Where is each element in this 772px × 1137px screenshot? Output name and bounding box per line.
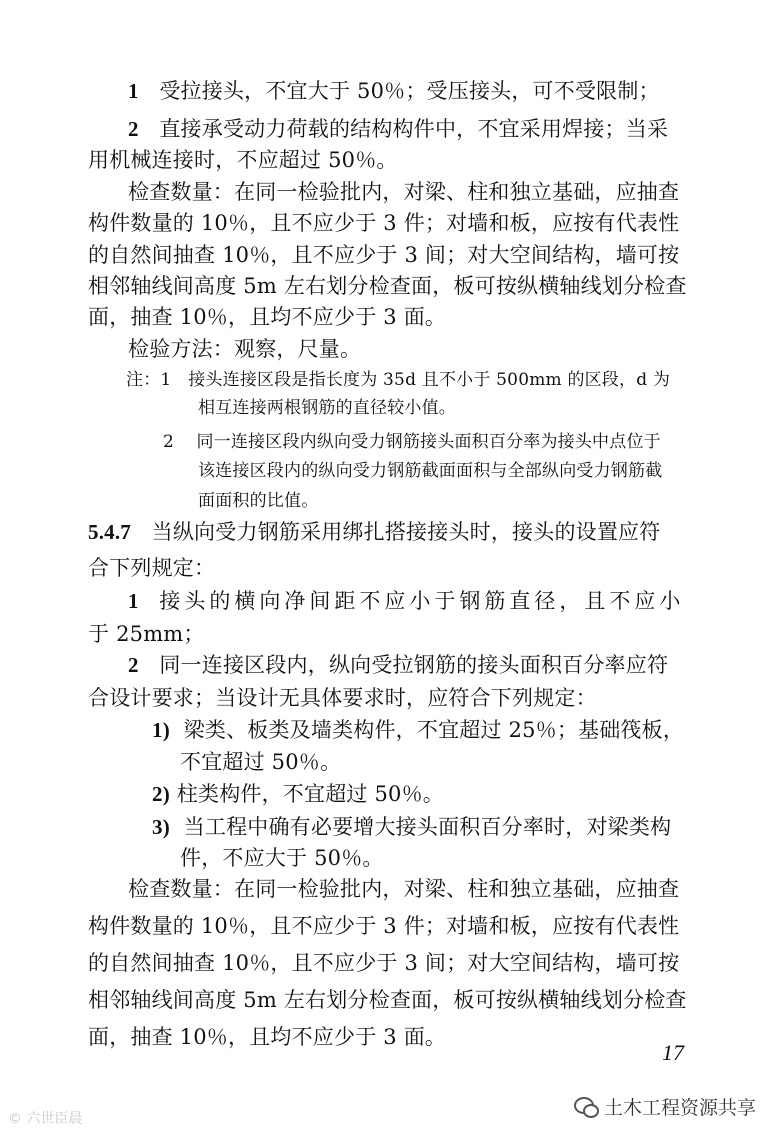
item-text: 受拉接头，不宜大于 50％；受压接头，可不受限制；: [159, 79, 660, 103]
item-text: 同一连接区段内，纵向受拉钢筋的接头面积百分率应符: [159, 653, 669, 677]
note-text: 接头连接区段是指长度为 35d 且不小于 500mm 的区段，d 为: [188, 370, 671, 390]
sub-item-text: 梁类、板类及墙类构件，不宜超过 25％；基础筏板，: [183, 718, 685, 742]
sub-item-number: 1): [152, 718, 170, 742]
note-text: 同一连接区段内纵向受力钢筋接头面积百分率为接头中点位于: [196, 432, 661, 452]
watermark-left: © 六世臣晨: [8, 1111, 83, 1127]
sub-item-text: 柱类构件，不宜超过 50％。: [176, 782, 444, 806]
list-item: [128, 586, 684, 616]
text-line: 相邻轴线间高度 5m 左右划分检查面，板可按纵横轴线划分检查: [88, 274, 687, 298]
sub-list-item: [152, 779, 444, 809]
text-line: 合设计要求；当设计无具体要求时，应符合下列规定：: [88, 686, 597, 710]
text-line: 的自然间抽查 10％，且不应少于 3 间；对大空间结构，墙可按: [88, 951, 680, 975]
note-text-line: 该连接区段内的纵向受力钢筋截面面积与全部纵向受力钢筋截: [198, 461, 663, 481]
text-line: 检验方法：观察，尺量。: [128, 337, 362, 361]
sub-list-item: [152, 715, 684, 745]
list-item: [128, 114, 668, 144]
sub-item-number: 3): [152, 815, 170, 839]
text-line: 合下列规定：: [88, 556, 216, 580]
text-line: 不宜超过 50％。: [180, 750, 342, 774]
item-number: 1: [128, 589, 139, 613]
text-line: 检查数量：在同一检验批内，对梁、柱和独立基础，应抽查: [128, 877, 680, 901]
list-item: [128, 76, 660, 106]
text-line: 面，抽查 10％，且均不应少于 3 面。: [88, 305, 447, 329]
text-line: 的自然间抽查 10％，且不应少于 3 间；对大空间结构，墙可按: [88, 243, 680, 267]
item-text: 直接承受动力荷载的结构构件中，不宜采用焊接；当采: [159, 117, 669, 141]
text-line: 检查数量：在同一检验批内，对梁、柱和独立基础，应抽查: [128, 180, 680, 204]
item-number: 2: [128, 117, 139, 141]
text-line: 于 25mm；: [88, 622, 205, 646]
item-number: 2: [128, 653, 139, 677]
note-text-line: 面面积的比值。: [198, 491, 319, 511]
note-number: 2: [163, 432, 175, 452]
note-label: 注：1: [126, 370, 172, 390]
text-line: 构件数量的 10％，且不应少于 3 件；对墙和板，应按有代表性: [88, 211, 680, 235]
watermark-text: 土木工程资源共享: [603, 1097, 756, 1119]
list-item: [128, 650, 668, 680]
section-number: 5.4.7: [88, 520, 131, 544]
text-line: 用机械连接时，不应超过 50％。: [88, 148, 398, 172]
sub-list-item: [152, 812, 671, 842]
text-line: 件，不应大于 50％。: [180, 846, 384, 870]
text-line: 构件数量的 10％，且不应少于 3 件；对墙和板，应按有代表性: [88, 914, 680, 938]
section-text: 当纵向受力钢筋采用绑扎搭接接头时，接头的设置应符: [151, 520, 661, 544]
text-line: 面，抽查 10％，且均不应少于 3 面。: [88, 1025, 447, 1049]
section-heading-line: [88, 517, 660, 547]
note-item: [163, 429, 661, 455]
sub-item-number: 2): [152, 782, 170, 806]
note-item: [126, 367, 670, 393]
page-number: 17: [662, 1040, 684, 1065]
sub-item-text: 当工程中确有必要增大接头面积百分率时，对梁类构: [183, 815, 672, 839]
item-text: 接头的横向净间距不应小于钢筋直径，且不应小: [159, 589, 685, 613]
text-line: 相邻轴线间高度 5m 左右划分检查面，板可按纵横轴线划分检查: [88, 988, 687, 1012]
wechat-icon: [574, 1097, 598, 1117]
item-number: 1: [128, 79, 139, 103]
note-text-line: 相互连接两根钢筋的直径较小值。: [198, 398, 456, 418]
watermark-account: [574, 1093, 756, 1120]
